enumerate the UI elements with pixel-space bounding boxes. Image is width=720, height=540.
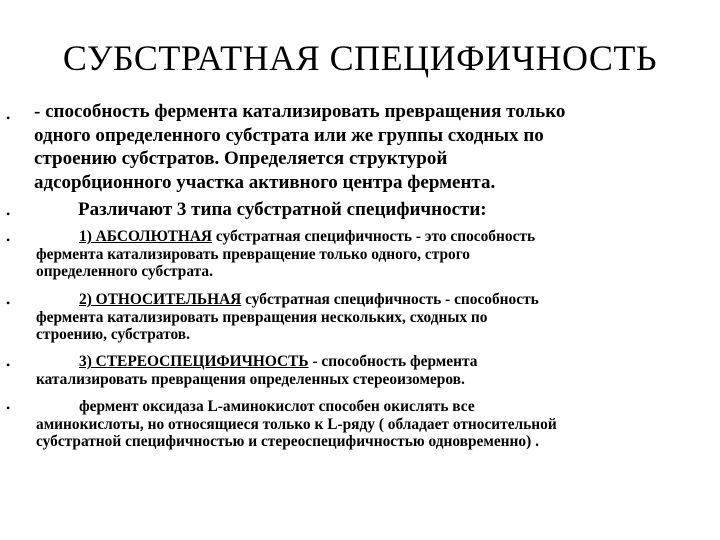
- bullet-icon: •: [6, 233, 11, 247]
- bullet-icon: •: [6, 358, 11, 372]
- text-line: [36, 228, 535, 246]
- text-line: Различают 3 типа субстратной специфичности:: [78, 199, 487, 220]
- bullet-text: [36, 353, 477, 388]
- text-line: - способность фермента катализировать превращения только: [34, 101, 566, 122]
- term-description: субстратная специфичность - способность: [241, 291, 539, 308]
- text-line: адсорбционного участка активного центра фермента.: [34, 171, 496, 193]
- term-description: субстратная специфичность - это способность: [212, 228, 536, 245]
- bullet-text: [34, 198, 487, 221]
- term-description: - способность фермента: [308, 353, 478, 370]
- text-line: определенного субстрата.: [36, 263, 213, 280]
- bullet-text: [36, 291, 539, 344]
- term-label: 3) СТЕРЕОСПЕЦИФИЧНОСТЬ: [79, 353, 309, 370]
- bullet-icon: •: [6, 207, 11, 221]
- bullet-icon: •: [6, 296, 11, 310]
- bullet-icon: •: [6, 111, 11, 125]
- text-line: одного определенного субстрата или же группы сходных по: [34, 124, 544, 146]
- text-line: аминокислоты, но относящиеся только к L-ряду ( обладает относительной: [36, 415, 557, 433]
- bullet-text: [36, 228, 535, 281]
- bullet-text: [36, 398, 557, 451]
- text-line: фермента катализировать превращение только одного, строго: [36, 245, 470, 263]
- text-line: катализировать превращения определенных стереоизомеров.: [36, 370, 465, 388]
- text-line: фермент оксидаза L-аминокислот способен окислять все: [79, 398, 475, 415]
- slide-title: СУБСТРАТНАЯ СПЕЦИФИЧНОСТЬ: [62, 38, 658, 78]
- text-line: строению субстратов. Определяется структурой: [34, 148, 448, 169]
- term-label: 2) ОТНОСИТЕЛЬНАЯ: [79, 291, 242, 308]
- text-line: строению, субстратов.: [36, 326, 190, 343]
- text-line: субстратной специфичностью и стереоспецифичностью одновременно) .: [36, 433, 539, 450]
- text-line: фермента катализировать превращения нескольких, сходных по: [36, 308, 488, 326]
- term-label: 1) АБСОЛЮТНАЯ: [79, 228, 213, 245]
- bullet-text: [34, 100, 565, 194]
- bullet-icon: •: [6, 401, 11, 415]
- text-line: [36, 291, 539, 309]
- text-line: [36, 353, 477, 371]
